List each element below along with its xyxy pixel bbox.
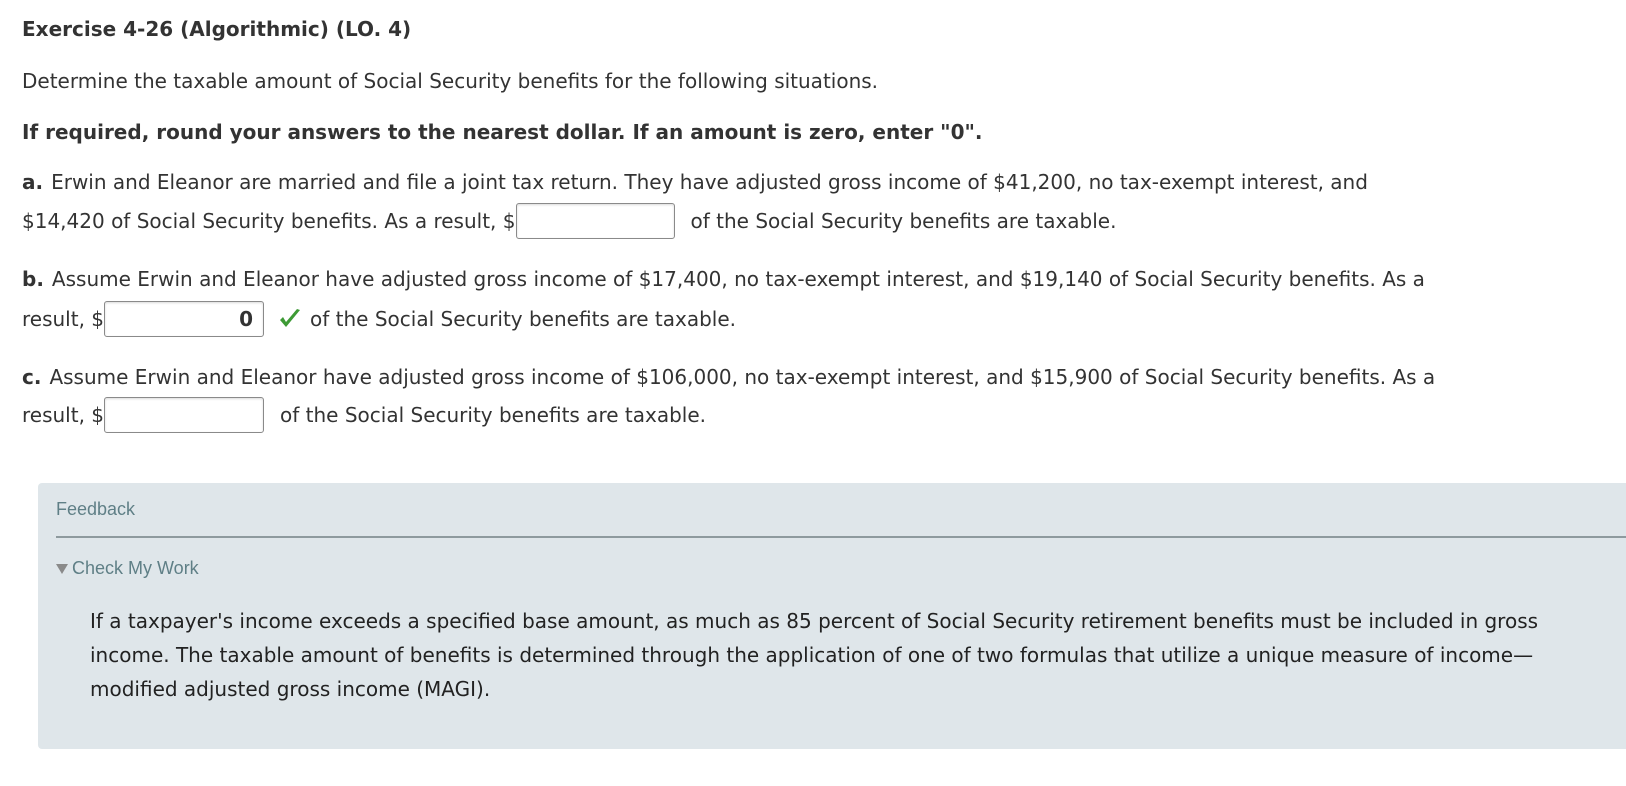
part-b-text: Assume Erwin and Eleanor have adjusted gross income of $17,400, no tax-exempt interest, and $19,140 of Social Security benefits. As a bbox=[51, 267, 1425, 291]
part-b-prefix: result, $ bbox=[22, 307, 105, 331]
part-a-prefix: $14,420 of Social Security benefits. As a result, $ bbox=[22, 209, 516, 233]
part-b-answer-input[interactable]: 0 bbox=[104, 301, 264, 337]
part-c-text: Assume Erwin and Eleanor have adjusted gross income of $106,000, no tax-exempt interest, and $15,900 of Social Security benefits. As a bbox=[49, 365, 1436, 389]
correct-check-icon bbox=[278, 307, 302, 331]
feedback-title: Feedback bbox=[56, 499, 136, 519]
part-a-suffix: of the Social Security benefits are taxable. bbox=[690, 209, 1117, 233]
check-my-work-label: Check My Work bbox=[72, 558, 199, 578]
part-a-label: a. bbox=[22, 170, 44, 194]
exercise-title: Exercise 4-26 (Algorithmic) (LO. 4) bbox=[22, 17, 412, 41]
part-c-label: c. bbox=[22, 365, 42, 389]
feedback-body-text: If a taxpayer's income exceeds a specified base amount, as much as 85 percent of Social Security retirement benefits must be included in gross income. The taxable amount of benefits is determined through the application of one of two formulas that utilize a unique measure of income—modified adjusted gross income (MAGI). bbox=[90, 609, 1539, 701]
part-a-answer-input[interactable] bbox=[516, 203, 675, 239]
part-c-suffix: of the Social Security benefits are taxable. bbox=[280, 403, 706, 427]
part-b-line1 bbox=[22, 267, 1425, 291]
part-a-text: Erwin and Eleanor are married and file a joint tax return. They have adjusted gross income of $41,200, no tax-exempt interest, and bbox=[51, 170, 1368, 194]
check-my-work-toggle[interactable] bbox=[56, 558, 199, 579]
rounding-instruction: If required, round your answers to the nearest dollar. If an amount is zero, enter "0". bbox=[22, 120, 983, 144]
feedback-divider bbox=[56, 536, 1626, 538]
part-b-label: b. bbox=[22, 267, 44, 291]
feedback-panel bbox=[38, 483, 1626, 749]
part-c-line1 bbox=[22, 365, 1435, 389]
part-a-line2 bbox=[22, 203, 1116, 239]
part-c-answer-input[interactable] bbox=[104, 397, 264, 433]
part-b-line2 bbox=[22, 301, 736, 337]
part-c-prefix: result, $ bbox=[22, 403, 105, 427]
triangle-down-icon bbox=[56, 564, 68, 574]
part-b-suffix: of the Social Security benefits are taxable. bbox=[310, 307, 736, 331]
part-a-line1 bbox=[22, 170, 1368, 194]
question-intro: Determine the taxable amount of Social Security benefits for the following situations. bbox=[22, 69, 879, 93]
part-c-line2 bbox=[22, 397, 706, 433]
